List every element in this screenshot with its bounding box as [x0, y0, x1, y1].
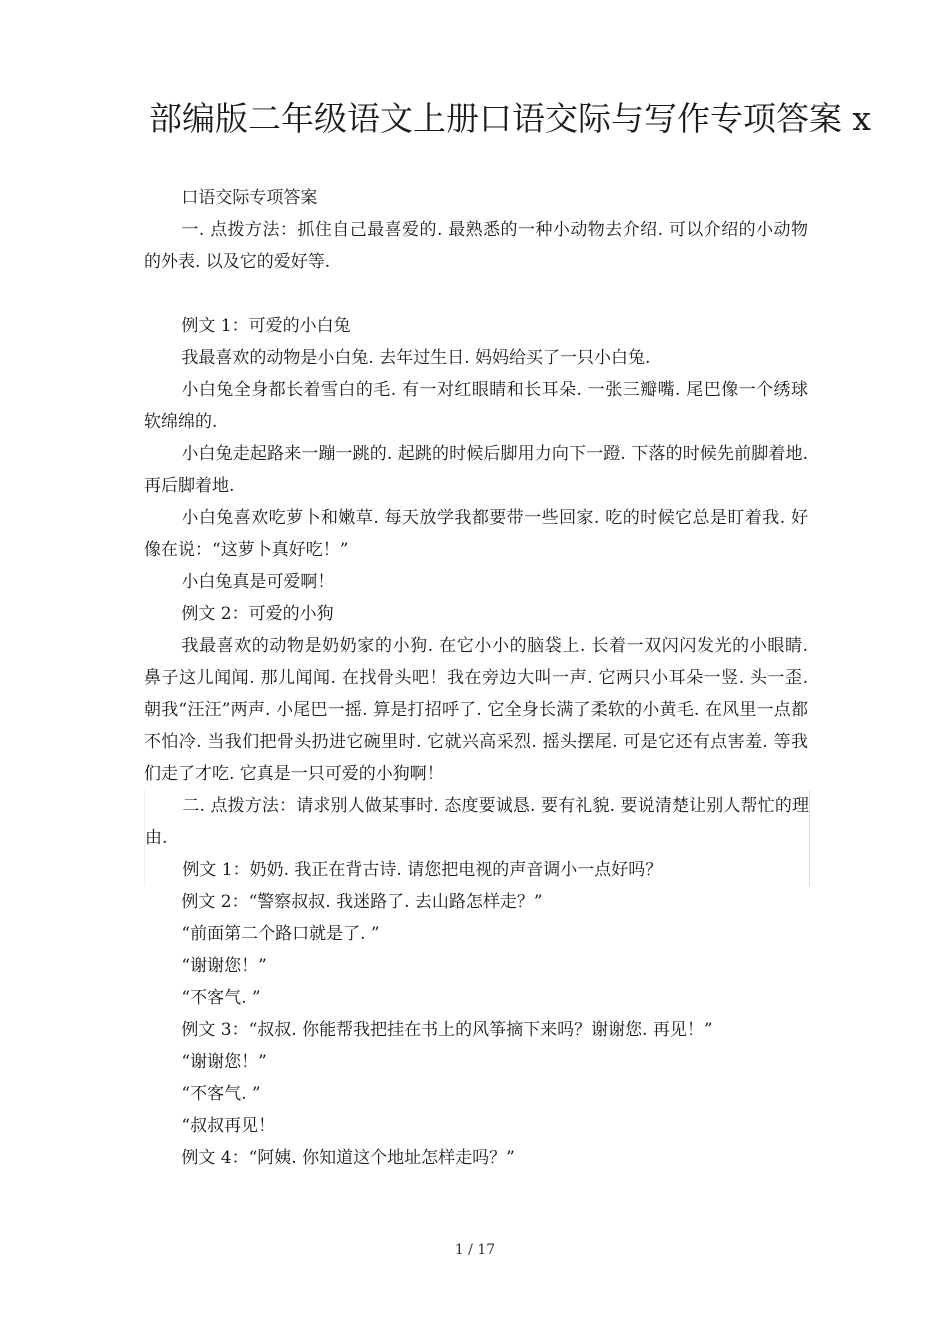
paragraph: 例文 3：“叔叔. 你能帮我把挂在书上的风筝摘下来吗？谢谢您. 再见！” — [181, 1020, 713, 1040]
paragraph: 我最喜欢的动物是奶奶家的小狗. 在它小小的脑袋上. 长着一双闪闪发光的小眼睛. 鼻子这儿闻闻. 那儿闻闻. 在找骨头吧！我在旁边大叫一声. 它两只小耳朵一竖. 头一歪. 朝我“汪汪”两声. 小尾巴一摇. 算是打招呼了. 它全身长满了柔软的小黄毛. 在风里一点都不怕冷. 当我们把骨头扔进它碗里时. 它就兴高采烈. 摇头摆尾. 可是它还有点害羞. 等我们走了才吃. 它真是一只可爱的小狗啊！ — [144, 636, 808, 784]
paragraph: 小白兔真是可爱啊！ — [181, 572, 335, 592]
paragraph: 一. 点拨方法：抓住自己最喜爱的. 最熟悉的一种小动物去介绍. 可以介绍的小动物的外表. 以及它的爱好等. — [144, 220, 808, 272]
paragraph: 例文 4：“阿姨. 你知道这个地址怎样走吗？” — [181, 1148, 515, 1168]
document-title: 部编版二年级语文上册口语交际与写作专项答案 x — [148, 99, 872, 138]
paragraph: 例文 2：可爱的小狗 — [181, 604, 334, 624]
paragraph: 例文 2：“警察叔叔. 我迷路了. 去山路怎样走？” — [181, 892, 543, 912]
paragraph: 例文 1：奶奶. 我正在背古诗. 请您把电视的声音调小一点好吗？ — [182, 860, 663, 880]
paragraph: 我最喜欢的动物是小白兔. 去年过生日. 妈妈给买了一只小白兔. — [181, 348, 651, 368]
paragraph: “叔叔再见！ — [181, 1116, 276, 1136]
paragraph: 小白兔全身都长着雪白的毛. 有一对红眼睛和长耳朵. 一张三瓣嘴. 尾巴像一个绣球软绵绵的. — [144, 380, 808, 432]
paragraph: 小白兔喜欢吃萝卜和嫩草. 每天放学我都要带一些回家. 吃的时候它总是盯着我. 好像在说：“这萝卜真好吃！” — [144, 508, 808, 560]
paragraph: “前面第二个路口就是了. ” — [181, 924, 380, 944]
blank-line — [144, 278, 808, 310]
document-body — [144, 182, 808, 1174]
paragraph: “谢谢您！” — [181, 1052, 267, 1072]
paragraph: 小白兔走起路来一蹦一跳的. 起跳的时候后脚用力向下一蹬. 下落的时候先前脚着地. 再后脚着地. — [144, 444, 808, 496]
paragraph: “谢谢您！” — [181, 956, 267, 976]
paragraph: 二. 点拨方法：请求别人做某事时. 态度要诚恳. 要有礼貌. 要说清楚让别人帮忙的理由. — [145, 796, 809, 848]
paragraph: “不客气. ” — [181, 1084, 261, 1104]
page-number: 1 / 17 — [454, 1242, 496, 1258]
paragraph: “不客气. ” — [181, 988, 261, 1008]
boxed-section — [144, 790, 810, 886]
paragraph: 例文 1：可爱的小白兔 — [181, 316, 351, 336]
paragraph: 口语交际专项答案 — [181, 188, 318, 208]
